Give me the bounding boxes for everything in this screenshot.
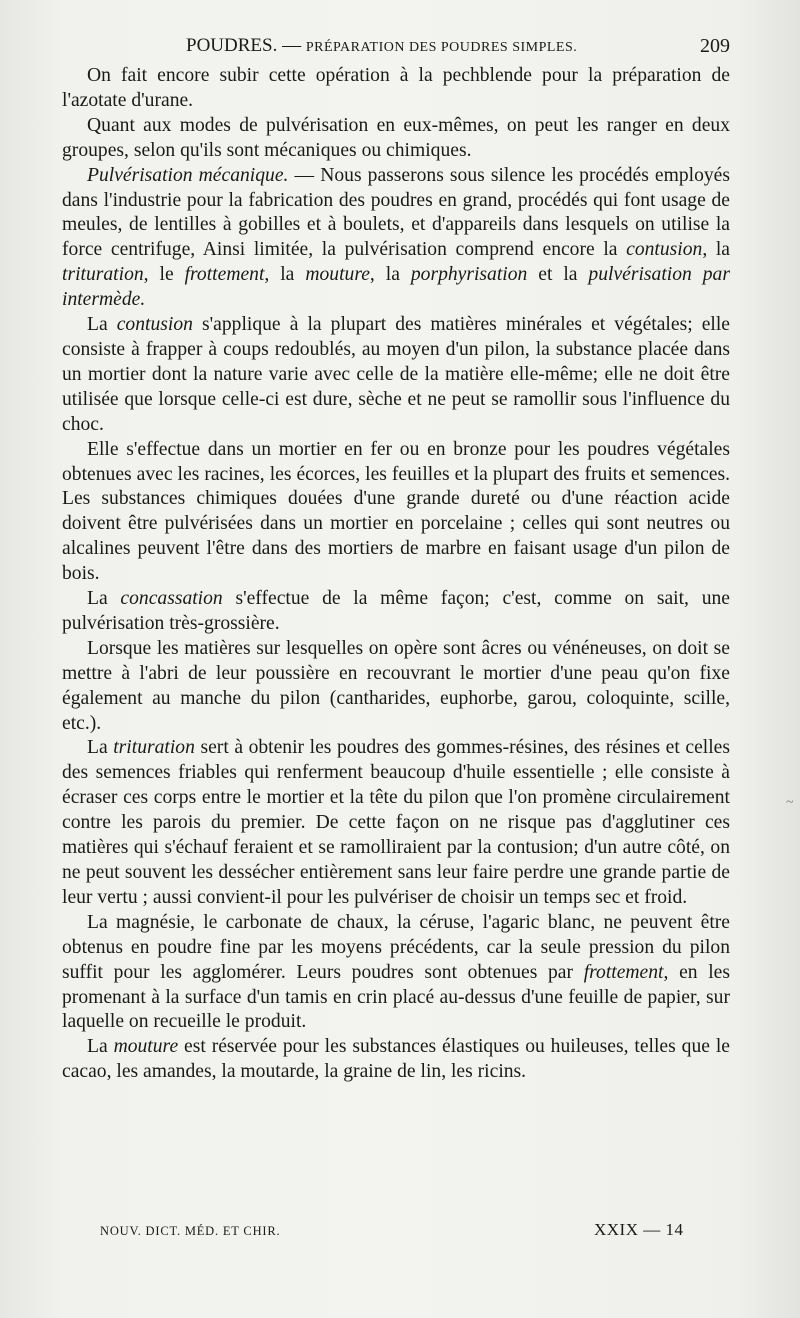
italic-term: frottement	[184, 264, 265, 286]
text-run: est réservée pour les substances élastiques ou huileuses, telles que le cacao, les amandes, la moutarde, la graine de lin, les ricins.	[62, 1036, 730, 1083]
paragraph	[62, 637, 730, 737]
text-run: Elle s'effectue dans un mortier en fer ou en bronze pour les poudres végétales obtenues avec les racines, les écorces, les feuilles et la plupart des fruits et semences. Les substances chimiques douées d'une grande dureté ou d'une réaction acide doivent être pulvérisées dans un mortier en porcelaine ; celles qui sont neutres ou alcalines peuvent l'être dans des mortiers de marbre en faisant usage d'un pilon de bois.	[62, 438, 730, 585]
italic-term: contusion	[626, 239, 703, 261]
text-run: — Nous passerons sous silence les procédés employés dans l'industrie pour la fabrication des poudres en grand, procédés qui font usage de meules, de lentilles à gobilles et à boulets, et d'appareils dans lesquels on utilise la force centrifuge, Ainsi limitée, la pulvérisation comprend encore la	[62, 164, 730, 261]
page-footer	[100, 1220, 684, 1244]
text-run: La	[87, 737, 114, 759]
running-title: POUDRES.	[186, 35, 278, 56]
text-run: , la	[264, 264, 306, 286]
text-run: La	[87, 1036, 114, 1058]
text-run: , la	[369, 264, 411, 286]
paragraph	[62, 114, 730, 164]
paragraph	[62, 164, 730, 313]
text-run: sert à obtenir les poudres des gommes-résines, des résines et celles des semences friables qui renferment beaucoup d'huile essentielle ; elle consiste à écraser ces corps entre le mortier et la tête du pilon que l'on promène circulairement contre les parois du premier. De cette façon on ne risque pas d'agglutiner ces matières qui s'échauf feraient et se ramolliraient par la contusion; d'un autre côté, on ne peut souvent les dessécher entièrement sans leur faire perdre une grande partie de leur vertu ; aussi convient-il pour les pulvériser de choisir un temps sec et froid.	[62, 737, 730, 908]
footer-volume-sheet: XXIX — 14	[594, 1220, 684, 1239]
header-title-group	[186, 33, 577, 61]
paragraph	[62, 438, 730, 587]
text-run: Lorsque les matières sur lesquelles on opère sont âcres ou vénéneuses, on doit se mettre à l'abri de leur poussière en recouvrant le mortier d'une peau qu'on fixe également au manche du pilon (cantharides, euphorbe, garou, coloquinte, scille, etc.).	[62, 637, 730, 734]
text-run: s'applique à la plupart des matières minérales et végétales; elle consiste à frapper à coups redoublés, au moyen d'un pilon, la substance placée dans un mortier dont la nature varie avec celle de la matière elle-même; elle ne doit être utilisée que lorsque celle-ci est dure, sèche et ne peut se ramollir sous l'influence du choc.	[62, 314, 730, 435]
text-run: La	[87, 314, 117, 336]
text-run: et la	[527, 264, 589, 286]
paragraph	[62, 911, 730, 1036]
italic-term: contusion	[116, 314, 193, 336]
page-number: 209	[700, 35, 730, 57]
italic-term: mouture	[305, 264, 370, 286]
italic-term: pulvérisation par intermède.	[62, 264, 730, 311]
italic-term: mouture	[113, 1036, 179, 1058]
body-text	[62, 64, 730, 1085]
italic-term: trituration	[113, 737, 195, 759]
italic-term: frottement	[583, 961, 664, 983]
paragraph	[62, 587, 730, 637]
text-run: s'effectue de la même façon; c'est, comme on sait, une pulvérisation très-grossière.	[62, 588, 730, 634]
header-dash: —	[282, 35, 302, 56]
text-run: Quant aux modes de pulvérisation en eux-mêmes, on peut les ranger en deux groupes, selon qu'ils sont mécaniques ou chimiques.	[62, 114, 730, 161]
italic-term: Pulvérisation mécanique.	[87, 164, 289, 186]
margin-mark: ~	[786, 795, 794, 810]
text-run: On fait encore subir cette opération à la pechblende pour la préparation de l'azotate d'urane.	[62, 65, 730, 111]
text-run: La	[87, 588, 121, 610]
paragraph	[62, 1035, 730, 1085]
paragraph	[62, 64, 730, 114]
text-run: La magnésie, le carbonate de chaux, la céruse, l'agaric blanc, ne peuvent être obtenus en poudre fine par les moyens précédents, car la seule pression du pilon suffit pour les agglomérer. Leurs poudres sont obtenues par	[62, 911, 730, 983]
text-run: , en les promenant à la surface d'un tamis en crin placé au-dessus d'une feuille de papier, sur laquelle on recueille le produit.	[62, 961, 730, 1033]
paragraph	[62, 736, 730, 910]
italic-term: concassation	[120, 588, 223, 610]
text-run: , la	[702, 239, 731, 261]
text-run: , le	[143, 264, 185, 286]
running-header	[62, 33, 730, 59]
section-title: PRÉPARATION DES POUDRES SIMPLES.	[305, 40, 578, 55]
italic-term: porphyrisation	[410, 264, 528, 286]
footer-signature: NOUV. DICT. MÉD. ET CHIR.	[100, 1224, 281, 1238]
italic-term: trituration	[62, 264, 144, 286]
paragraph	[62, 313, 730, 438]
